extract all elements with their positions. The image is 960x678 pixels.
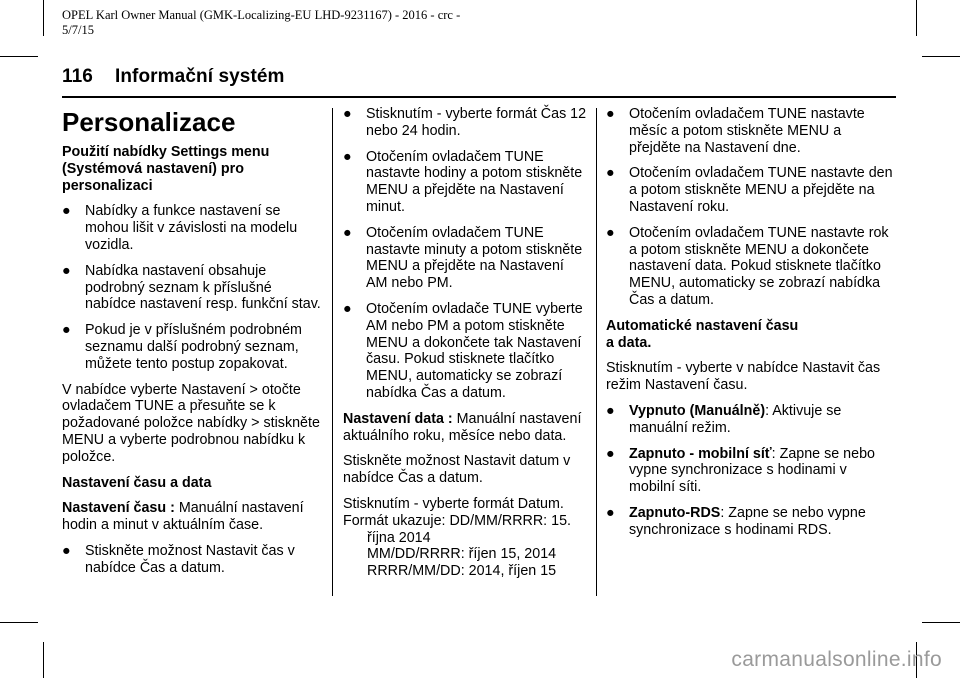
section-title: Personalizace	[62, 107, 236, 137]
list-item: ● Otočením ovladačem TUNE nastavte rok a potom stiskněte MENU a dokončete nastavení data. Pokud stisknete tlačítko MENU, automaticky se zobrazí nabídka Čas a datum.	[606, 224, 889, 308]
manual-header	[62, 8, 492, 38]
list-item: ● Otočením ovladačem TUNE nastavte hodiny a potom stiskněte MENU a přejděte na Nastavení minut.	[343, 148, 583, 215]
column-divider	[596, 108, 597, 596]
subheading: Použití nabídky Settings menu (Systémová nastavení) pro personalizaci	[62, 144, 270, 194]
format-line: MM/DD/RRRR: říjen 15, 2014	[367, 546, 557, 563]
list-item: ● Otočením ovladačem TUNE nastavte den a potom stiskněte MENU a přejděte na Nastavení roku.	[606, 165, 893, 215]
option-label: Zapnuto-RDS	[629, 504, 721, 521]
subheading: Automatické nastavení času a data.	[606, 317, 799, 351]
term-label: Nastavení data :	[343, 410, 453, 427]
list-item: ● Nabídky a funkce nastavení se mohou lišit v závislosti na modelu vozidla.	[62, 203, 298, 253]
crop-mark	[916, 0, 917, 36]
list-item: ● Otočením ovladačem TUNE nastavte minuty a potom stiskněte MENU a přejděte na Nastavení AM nebo PM.	[343, 224, 583, 292]
option-label: Vypnuto (Manuálně)	[629, 402, 766, 419]
page-heading	[62, 66, 285, 88]
paragraph: V nabídce vyberte Nastavení > otočte ovladačem TUNE a přesuňte se k požadované položce nabídky > stiskněte MENU a vyberte podrobnou nabídku k položce.	[62, 381, 320, 465]
list-item: ● Zapnuto - mobilní síť: Zapne se nebo vypne synchronizace s hodinami v mobilní síti.	[606, 445, 875, 496]
paragraph: Stiskněte možnost Nastavit datum v nabídce Čas a datum.	[343, 453, 571, 487]
paragraph: Stisknutím - vyberte v nabídce Nastavit čas režim Nastavení času.	[606, 360, 881, 394]
paragraph: Stisknutím - vyberte formát Datum. Formát ukazuje: DD/MM/RRRR: 15.	[343, 495, 572, 529]
list-item: ● Stisknutím - vyberte formát Čas 12 nebo 24 hodin.	[343, 106, 587, 139]
paragraph: Nastavení času : Manuální nastavení hodin a minut v aktuálním čase.	[62, 500, 304, 534]
column-1	[62, 106, 324, 586]
heading-rule	[62, 96, 896, 98]
format-line: RRRR/MM/DD: 2014, říjen 15	[367, 563, 557, 580]
page-number: 116	[62, 66, 93, 87]
list-item: ● Otočením ovladače TUNE vyberte AM nebo PM a potom stiskněte MENU a dokončete tak Nastavení času. Pokud stisknete tlačítko MENU, automaticky se zobrazí nabídka Čas a datum.	[343, 300, 583, 401]
crop-mark	[922, 56, 960, 57]
format-lines	[343, 530, 587, 580]
crop-mark	[43, 0, 44, 36]
list-item: ● Nabídka nastavení obsahuje podrobný seznam k příslušné nabídce nastavení resp. funkční stav.	[62, 262, 321, 313]
crop-mark	[43, 642, 44, 678]
crop-mark	[922, 622, 960, 623]
subheading: Nastavení času a data	[62, 474, 212, 491]
list-item: ● Otočením ovladačem TUNE nastavte měsíc a potom stiskněte MENU a přejděte na Nastavení dne.	[606, 106, 865, 156]
crop-mark	[0, 56, 38, 57]
paragraph: Nastavení data : Manuální nastavení aktuálního roku, měsíce nebo data.	[343, 410, 582, 444]
crop-mark	[0, 622, 38, 623]
list-item: ● Pokud je v příslušném podrobném seznamu další podrobný seznam, můžete tento postup zopakovat.	[62, 322, 302, 372]
list-item: ● Zapnuto-RDS: Zapne se nebo vypne synchronizace s hodinami RDS.	[606, 504, 866, 538]
watermark: carmanualsonline.info	[731, 648, 942, 671]
option-label: Zapnuto - mobilní síť	[629, 445, 772, 462]
list-item: ● Stiskněte možnost Nastavit čas v nabídce Čas a datum.	[62, 542, 295, 576]
chapter-title: Informační systém	[114, 66, 285, 87]
manual-header-line2: 5/7/15	[62, 23, 94, 37]
column-divider	[332, 108, 333, 596]
term-label: Nastavení času :	[62, 500, 175, 517]
list-item: ● Vypnuto (Manuálně): Aktivuje se manuální režim.	[606, 402, 842, 436]
column-3	[606, 106, 896, 548]
manual-header-line1: OPEL Karl Owner Manual (GMK-Localizing-EU LHD-9231167) - 2016 - crc -	[62, 8, 461, 22]
column-2	[343, 106, 587, 580]
format-line: října 2014	[367, 529, 431, 546]
